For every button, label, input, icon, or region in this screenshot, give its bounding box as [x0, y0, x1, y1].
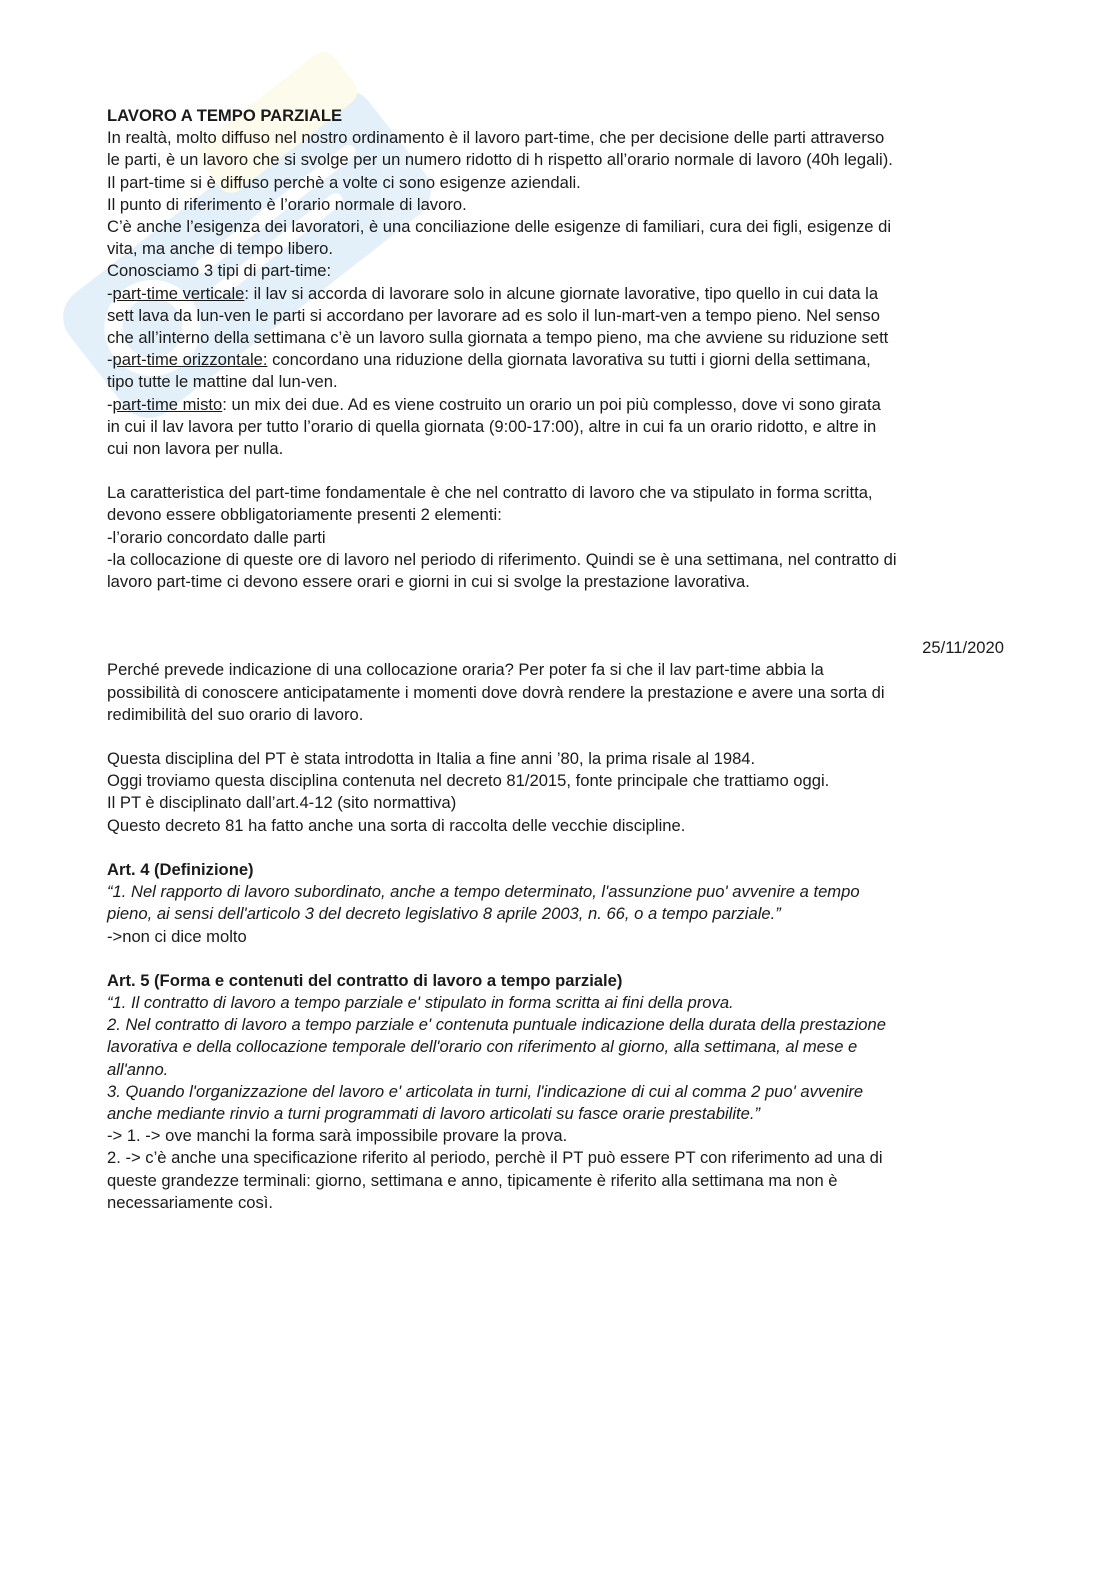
- text-line: possibilità di conoscere anticipatamente i momenti dove dovrà rendere la prestazione e avere una sorta di: [107, 682, 885, 702]
- art5-section: [107, 970, 1007, 1214]
- note-line: -> 1. -> ove manchi la forma sarà impossibile provare la prova.: [107, 1126, 568, 1146]
- note-line: necessariamente così.: [107, 1192, 274, 1212]
- text-line: lavoro part-time ci devono essere orari e giorni in cui si svolge la prestazione lavorativa.: [107, 572, 750, 592]
- list-item-horizontal: -part-time orizzontale: concordano una riduzione della giornata lavorativa su tutti i giorni della settimana,: [107, 350, 871, 370]
- text-line: le parti, è un lavoro che si svolge per un numero ridotto di h rispetto all’orario normale di lavoro (40h legali).: [107, 150, 893, 170]
- note-line: queste grandezze terminali: giorno, settimana e anno, tipicamente è riferito alla settimana ma non è: [107, 1170, 838, 1190]
- quote-line: all'anno.: [107, 1059, 169, 1079]
- text-segment: : il lav si accorda di lavorare solo in alcune giornate lavorative, tipo quello in cui data la: [244, 283, 879, 303]
- note-line: 2. -> c’è anche una specificazione riferito al periodo, perchè il PT può essere PT con riferimento ad una di: [107, 1148, 883, 1168]
- text-line: Il part-time si è diffuso perchè a volte ci sono esigenze aziendali.: [107, 172, 581, 192]
- text-segment: : un mix dei due. Ad es viene costruito un orario un poi più complesso, dove vi sono girata: [222, 394, 881, 414]
- text-line: La caratteristica del part-time fondamentale è che nel contratto di lavoro che va stipulato in forma scritta,: [107, 483, 873, 503]
- text-line: Il punto di riferimento è l’orario normale di lavoro.: [107, 194, 467, 214]
- quote-line: “1. Nel rapporto di lavoro subordinato, anche a tempo determinato, l'assunzione puo' avvenire a tempo: [107, 882, 860, 902]
- quote-line: 2. Nel contratto di lavoro a tempo parziale e' contenuta puntuale indicazione della durata della prestazione: [107, 1015, 886, 1035]
- quote-line: pieno, ai sensi dell'articolo 3 del decreto legislativo 8 aprile 2003, n. 66, o a tempo parziale.”: [107, 904, 781, 924]
- text-line: devono essere obbligatoriamente presenti 2 elementi:: [107, 505, 502, 525]
- term-horizontal: part-time orizzontale:: [112, 350, 268, 370]
- characteristics-paragraph: [107, 482, 1007, 593]
- term-mixed: part-time misto: [112, 394, 223, 414]
- text-line: Conosciamo 3 tipi di part-time:: [107, 261, 332, 281]
- text-line: In realtà, molto diffuso nel nostro ordinamento è il lavoro part-time, che per decisione delle parti attraverso: [107, 128, 885, 148]
- text-line: vita, ma anche di tempo libero.: [107, 239, 333, 259]
- intro-paragraph: [107, 127, 1007, 282]
- text-line: cui non lavora per nulla.: [107, 439, 284, 459]
- text-line: che all’interno della settimana c’è un lavoro sulla giornata a tempo pieno, ma che avviene su riduzione sett: [107, 328, 889, 348]
- text-line: -la collocazione di queste ore di lavoro nel periodo di riferimento. Quindi se è una settimana, nel contratto di: [107, 549, 897, 569]
- text-line: redimibilità del suo orario di lavoro.: [107, 704, 364, 724]
- text-line: -l’orario concordato dalle parti: [107, 527, 326, 547]
- lesson-paragraph: [107, 659, 1007, 726]
- text-line: Questo decreto 81 ha fatto anche una sorta di raccolta delle vecchie discipline.: [107, 815, 686, 835]
- text-line: sett lava da lun-ven le parti si accordano per lavorare ad es solo il lun-mart-ven a tempo pieno. Nel senso: [107, 305, 880, 325]
- art4-heading: Art. 4 (Definizione): [107, 859, 254, 879]
- quote-line: anche mediante rinvio a turni programmati di lavoro articolati su fasce orarie prestabilite.”: [107, 1103, 760, 1123]
- text-line: Perché prevede indicazione di una collocazione oraria? Per poter fa si che il lav part-time abbia la: [107, 660, 824, 680]
- text-line: Questa disciplina del PT è stata introdotta in Italia a fine anni ’80, la prima risale al 1984.: [107, 749, 756, 769]
- history-paragraph: [107, 748, 1007, 837]
- list-item-mixed: -part-time misto: un mix dei due. Ad es viene costruito un orario un poi più complesso, dove vi sono girata: [107, 394, 881, 414]
- text-segment: concordano una riduzione della giornata lavorativa su tutti i giorni della settimana,: [267, 350, 871, 370]
- document-body: [107, 105, 1007, 1214]
- note-line: ->non ci dice molto: [107, 926, 247, 946]
- text-line: C’è anche l’esigenza dei lavoratori, è una conciliazione delle esigenze di familiari, cura dei figli, esigenze di: [107, 217, 892, 237]
- text-line: tipo tutte le mattine dal lun-ven.: [107, 372, 338, 392]
- document-title: LAVORO A TEMPO PARZIALE: [107, 106, 343, 125]
- text-line: in cui il lav lavora per tutto l’orario di quella giornata (9:00-17:00), altre in cui fa un orario ridotto, e altre in: [107, 416, 877, 436]
- quote-line: lavorativa e della collocazione temporale dell'orario con riferimento al giorno, alla settimana, al mese e: [107, 1037, 858, 1057]
- quote-line: “1. Il contratto di lavoro a tempo parziale e' stipulato in forma scritta ai fini della prova.: [107, 992, 734, 1012]
- text-line: Il PT è disciplinato dall’art.4-12 (sito normattiva): [107, 793, 457, 813]
- list-item-vertical: -part-time verticale: il lav si accorda di lavorare solo in alcune giornate lavorative, tipo quello in cui data la: [107, 283, 879, 303]
- term-vertical: part-time verticale: [112, 283, 245, 303]
- text-line: Oggi troviamo questa disciplina contenuta nel decreto 81/2015, fonte principale che trattiamo oggi.: [107, 771, 830, 791]
- art5-heading: Art. 5 (Forma e contenuti del contratto di lavoro a tempo parziale): [107, 970, 623, 990]
- lesson-date: 25/11/2020: [922, 638, 1004, 658]
- quote-line: 3. Quando l'organizzazione del lavoro e' articolata in turni, l'indicazione di cui al comma 2 puo' avvenire: [107, 1081, 864, 1101]
- part-time-types-list: [107, 283, 1007, 461]
- art4-section: [107, 859, 1007, 948]
